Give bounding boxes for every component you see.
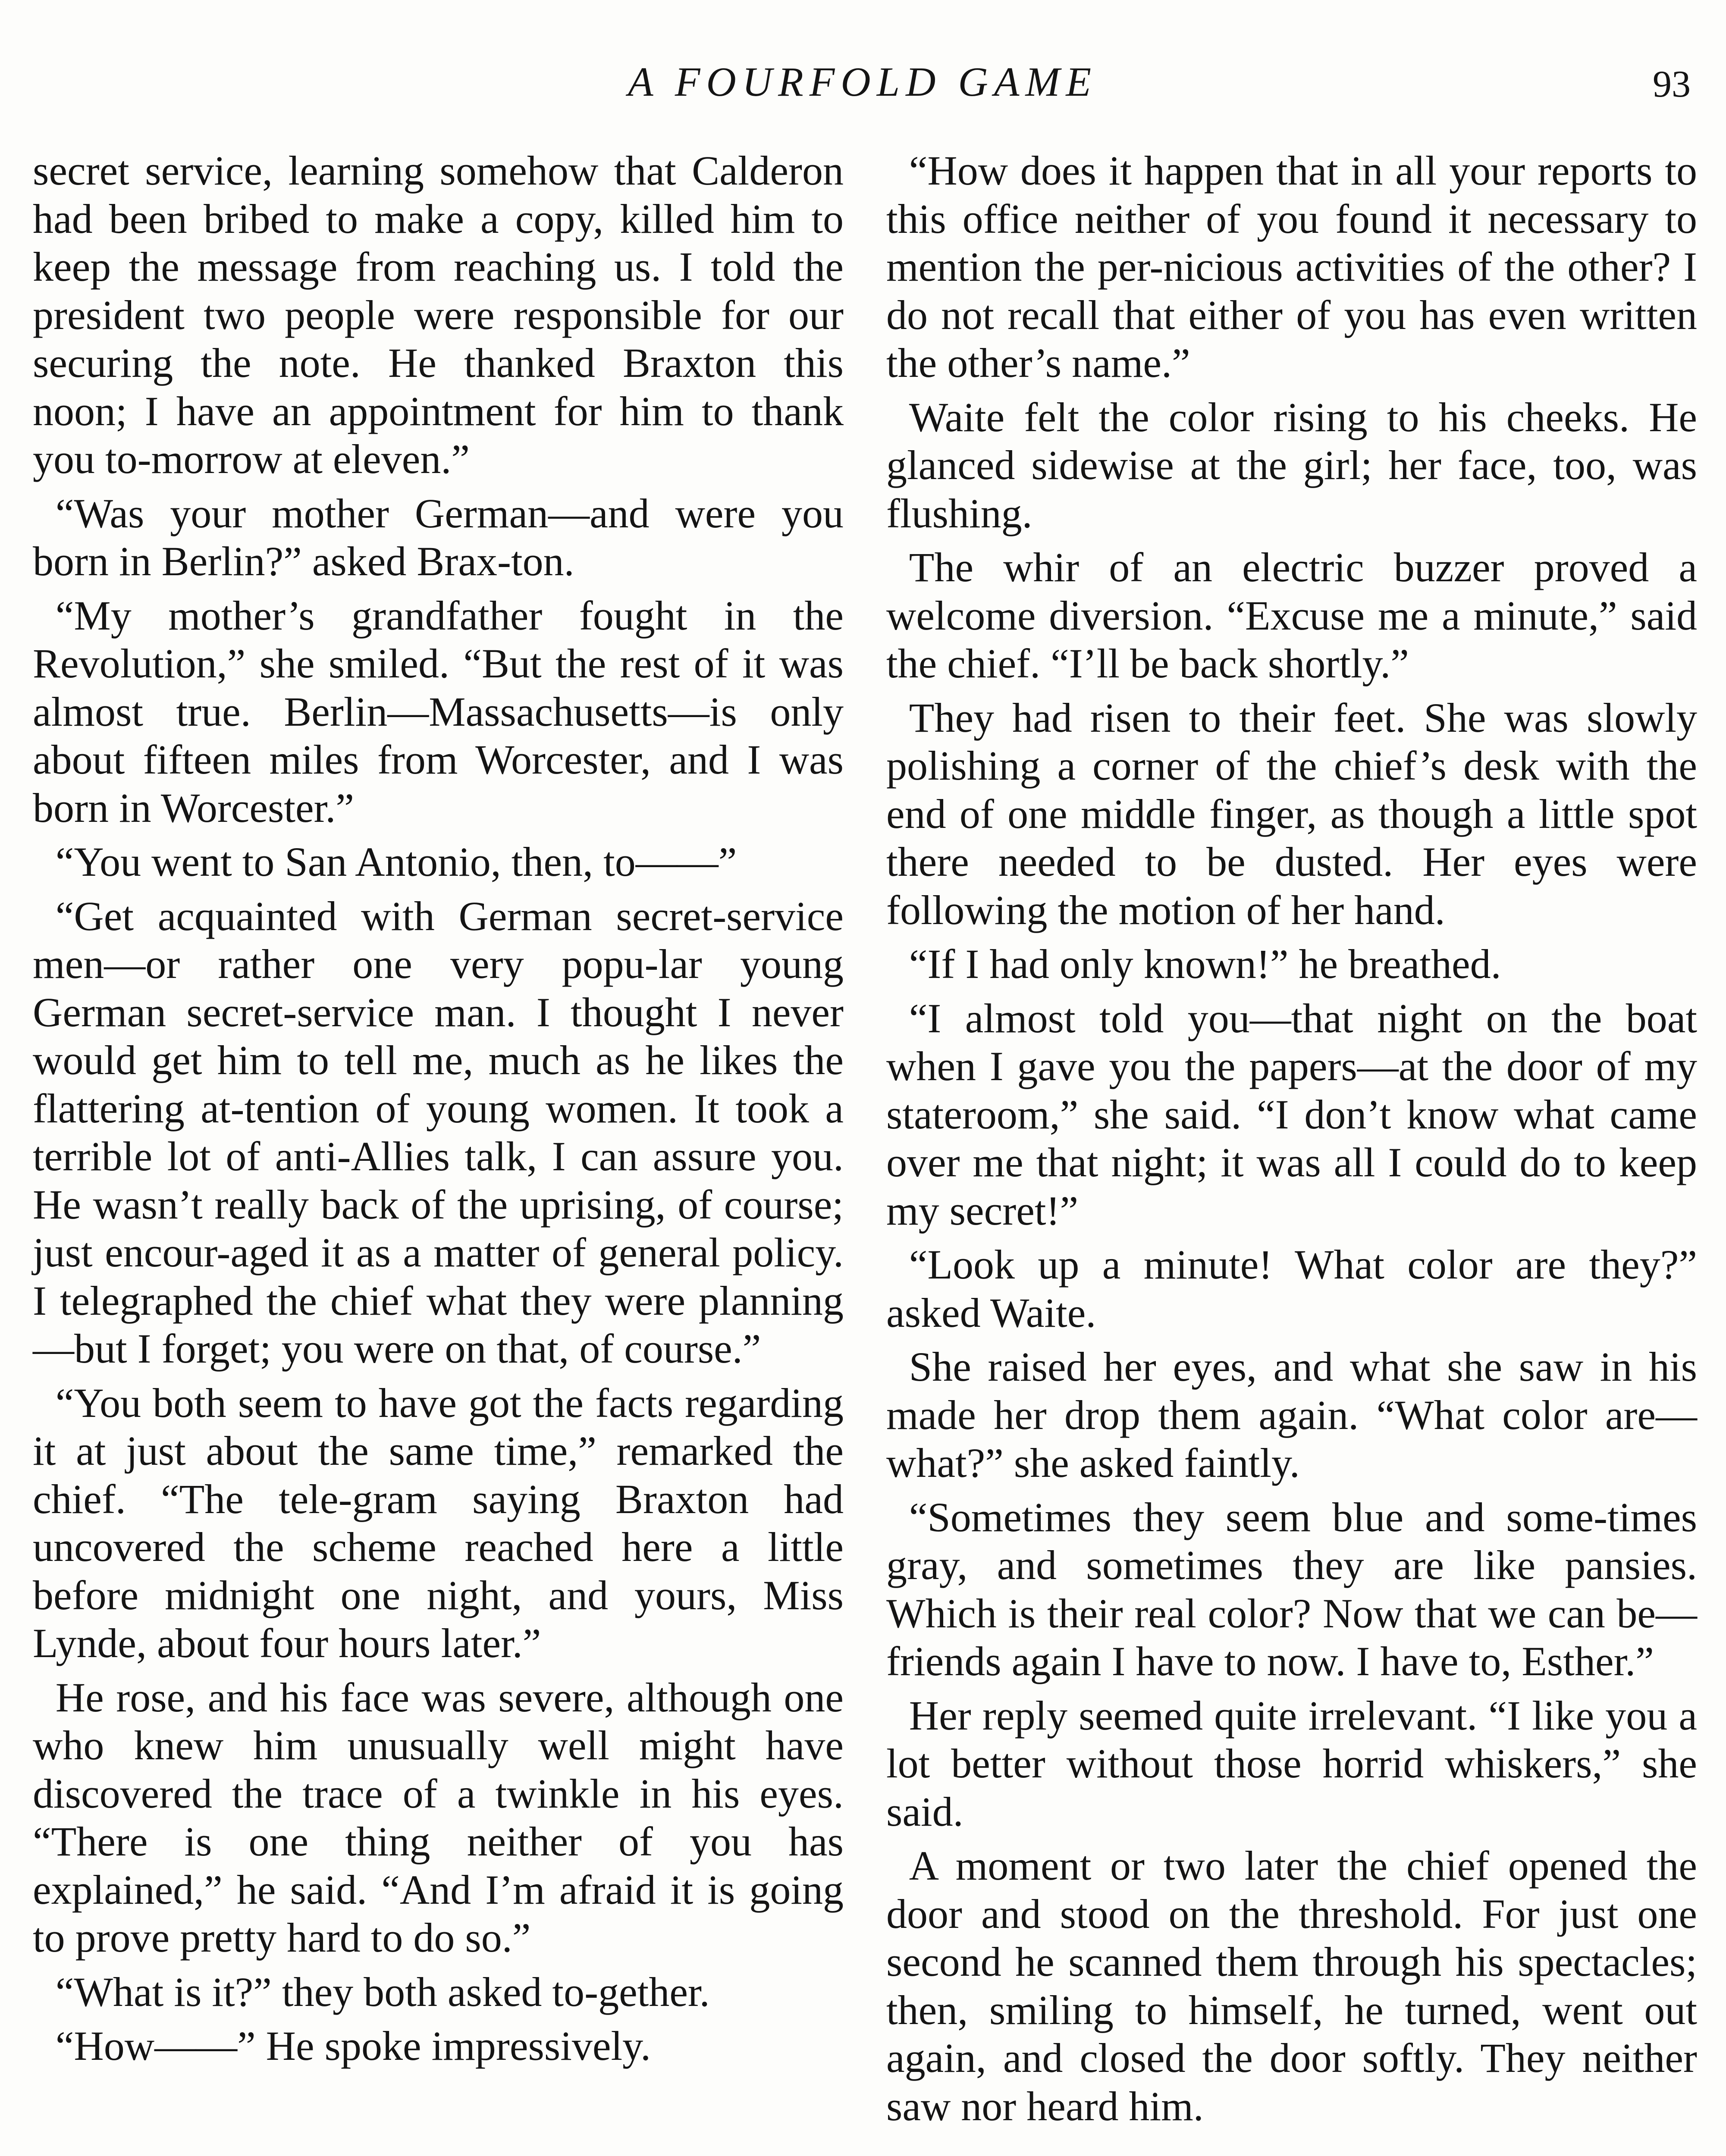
paragraph: A moment or two later the chief opened the door and stood on the threshold. For just one second he scanned them through his spectacles; then, smiling to himself, he turned, went out again, and closed the door softly. They neither saw nor heard him. xyxy=(886,1843,1697,2129)
paragraph: “What is it?” they both asked to-gether. xyxy=(55,1968,710,2015)
paragraph: “You went to San Antonio, then, to——” xyxy=(55,839,737,885)
paragraph: “Was your mother German—and were you born in Berlin?” asked Brax-ton. xyxy=(33,490,844,584)
paragraph: secret service, learning somehow that Calderon had been bribed to make a copy, killed him to keep the message from reaching us. I told the president two people were responsible for our securing the note. He thanked Braxton this noon; I have an appointment for him to thank you to-morrow at eleven.” xyxy=(33,147,844,482)
paragraph: “How——” He spoke impressively. xyxy=(55,2023,651,2069)
paragraph: Waite felt the color rising to his cheeks. He glanced sidewise at the girl; her face, too, was flushing. xyxy=(886,394,1697,536)
paragraph: “If I had only known!” he breathed. xyxy=(909,941,1501,987)
paragraph: “Get acquainted with German secret-service men—or rather one very popu-lar young German secret-service man. I thought I never would get him to tell me, much as he likes the flattering at-tention of young women. It took a terrible lot of anti-Allies talk, I can assure you. He wasn’t really back of the uprising, of course; just encour-aged it as a matter of general policy. I telegraphed the chief what they were planning—but I forget; you were on that, of course.” xyxy=(33,893,844,1372)
running-head xyxy=(0,56,1726,108)
paragraph: “You both seem to have got the facts regarding it at just about the same time,” remarked the chief. “The tele-gram saying Braxton had uncovered the scheme reached here a little before midnight one night, and yours, Miss Lynde, about four hours later.” xyxy=(33,1379,844,1666)
paragraph: “Sometimes they seem blue and some-times gray, and sometimes they are like pansies. Which is their real color? Now that we can be—friends again I have to now. I have to, Esther.” xyxy=(886,1494,1697,1684)
paragraph: They had risen to their feet. She was slowly polishing a corner of the chief’s desk with the end of one middle finger, as though a little spot there needed to be dusted. Her eyes were following the motion of her hand. xyxy=(886,694,1697,933)
right-column xyxy=(886,147,1697,2136)
paragraph: “I almost told you—that night on the boat when I gave you the papers—at the door of my stateroom,” she said. “I don’t know what came over me that night; it was all I could do to keep my secret!” xyxy=(886,995,1697,1234)
paragraph: The whir of an electric buzzer proved a welcome diversion. “Excuse me a minute,” said the chief. “I’ll be back shortly.” xyxy=(886,544,1697,686)
paragraph: He rose, and his face was severe, although one who knew him unusually well might have discovered the trace of a twinkle in his eyes. “There is one thing neither of you has explained,” he said. “And I’m afraid it is going to prove pretty hard to do so.” xyxy=(33,1674,844,1961)
paragraph: “How does it happen that in all your reports to this office neither of you found it necessary to mention the per-nicious activities of the other? I do not recall that either of you has even written the other’s name.” xyxy=(886,147,1697,386)
paragraph: Her reply seemed quite irrelevant. “I like you a lot better without those horrid whiskers,” she said. xyxy=(886,1692,1697,1835)
left-column xyxy=(33,147,844,2076)
paragraph: “Look up a minute! What color are they?” asked Waite. xyxy=(886,1241,1697,1336)
paragraph: “My mother’s grandfather fought in the Revolution,” she smiled. “But the rest of it was almost true. Berlin—Massachusetts—is only about fifteen miles from Worcester, and I was born in Worcester.” xyxy=(33,592,844,831)
running-title: A FOURFOLD GAME xyxy=(628,59,1098,105)
paragraph: She raised her eyes, and what she saw in his made her drop them again. “What color are—what?” she asked faintly. xyxy=(886,1344,1697,1486)
page-number: 93 xyxy=(1653,63,1691,105)
